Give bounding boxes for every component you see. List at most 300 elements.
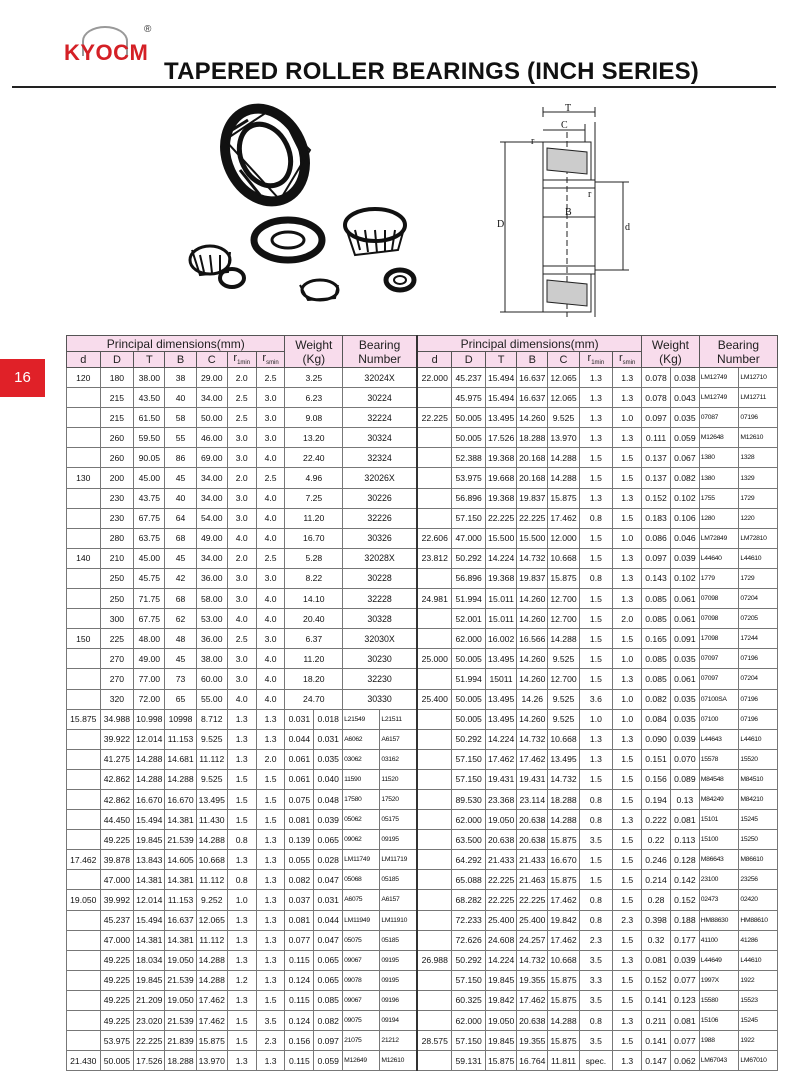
table-cell: 20.40 (285, 609, 343, 629)
table-cell: 21.539 (165, 970, 196, 990)
table-cell: 0.115 (285, 990, 314, 1010)
table-cell: 19.837 (517, 488, 548, 508)
table-cell: 53.975 (100, 1031, 134, 1051)
table-cell: 1.3 (613, 388, 642, 408)
table-cell: 0.123 (670, 990, 699, 1010)
table-cell: 250 (100, 568, 134, 588)
table-cell: 2.0 (227, 368, 256, 388)
table-cell: 200 (100, 468, 134, 488)
table-cell: 24.608 (485, 930, 516, 950)
table-cell: 13.495 (485, 709, 516, 729)
table-cell: 45 (165, 468, 196, 488)
table-cell: 0.097 (314, 1031, 343, 1051)
table-cell: 9.525 (548, 649, 579, 669)
table-row (67, 789, 778, 809)
table-cell: 250 (100, 589, 134, 609)
table-cell: 1.5 (613, 629, 642, 649)
table-cell: M84548 (699, 769, 739, 789)
table-cell: 0.085 (642, 609, 671, 629)
table-cell: 11.153 (165, 890, 196, 910)
table-cell: 1.3 (256, 1051, 285, 1071)
table-cell: 19.050 (485, 810, 516, 830)
table-cell: 2.5 (256, 368, 285, 388)
table-cell (417, 468, 452, 488)
table-cell: 1.3 (613, 428, 642, 448)
table-cell: 13.495 (485, 689, 516, 709)
table-cell (417, 930, 452, 950)
table-cell: 24.981 (417, 589, 452, 609)
table-cell: 1380 (699, 468, 739, 488)
table-cell: 0.077 (670, 970, 699, 990)
table-cell: 09195 (380, 830, 417, 850)
table-cell: 15.011 (485, 589, 516, 609)
kyocm-logo (64, 24, 160, 86)
table-cell: 07097 (699, 669, 739, 689)
table-cell: 58 (165, 408, 196, 428)
table-row (67, 448, 778, 468)
table-cell: 1.3 (579, 388, 613, 408)
table-cell: 1.5 (613, 789, 642, 809)
table-cell: 270 (100, 669, 134, 689)
table-cell: 17.462 (548, 890, 579, 910)
table-cell: 1.5 (613, 850, 642, 870)
table-cell: 1.3 (227, 850, 256, 870)
table-cell: 225 (100, 629, 134, 649)
table-cell: 9.525 (196, 729, 227, 749)
table-cell: 13.495 (485, 408, 516, 428)
table-cell: 0.031 (285, 709, 314, 729)
table-cell: 0.047 (314, 930, 343, 950)
table-cell: 26.988 (417, 950, 452, 970)
table-cell: 0.102 (670, 488, 699, 508)
table-cell: 32226 (343, 508, 417, 528)
table-cell: LM72849 (699, 528, 739, 548)
table-cell: 11.20 (285, 508, 343, 528)
table-cell: 1729 (739, 568, 778, 588)
table-cell: 0.156 (642, 769, 671, 789)
table-cell (67, 970, 101, 990)
table-cell: 9.525 (548, 709, 579, 729)
table-cell (67, 528, 101, 548)
table-cell: 51.994 (452, 589, 486, 609)
table-cell: 32324 (343, 448, 417, 468)
table-cell: L44649 (699, 950, 739, 970)
table-cell: 2.0 (613, 609, 642, 629)
table-cell: 230 (100, 488, 134, 508)
table-cell: 4.0 (256, 448, 285, 468)
table-cell: 09194 (380, 1011, 417, 1031)
table-cell: 19.355 (517, 1031, 548, 1051)
table-cell: 1.3 (227, 729, 256, 749)
table-cell: 3.0 (227, 488, 256, 508)
table-cell: 11.153 (165, 729, 196, 749)
table-cell: 1.3 (256, 890, 285, 910)
table-cell: 38 (165, 368, 196, 388)
table-row (67, 669, 778, 689)
table-cell: 39.992 (100, 890, 134, 910)
logo-text: KYOCM (64, 40, 149, 65)
table-cell (67, 689, 101, 709)
table-cell: 0.081 (285, 910, 314, 930)
table-cell: 14.288 (196, 830, 227, 850)
table-cell: 1.5 (227, 769, 256, 789)
table-cell: 18.288 (517, 428, 548, 448)
table-cell: 63.500 (452, 830, 486, 850)
table-cell: 45.75 (134, 568, 165, 588)
table-cell (417, 568, 452, 588)
r1-label-right: r (587, 352, 592, 365)
table-cell: 0.065 (314, 950, 343, 970)
table-cell: 25.400 (485, 910, 516, 930)
table-cell: 14.732 (517, 950, 548, 970)
table-cell: 4.0 (256, 488, 285, 508)
table-cell: 11520 (380, 769, 417, 789)
table-cell: 0.183 (642, 508, 671, 528)
table-cell: 3.0 (227, 669, 256, 689)
table-cell (67, 649, 101, 669)
table-cell: 0.085 (314, 990, 343, 1010)
table-cell: 32028X (343, 548, 417, 568)
table-cell: 1328 (739, 448, 778, 468)
table-cell: 4.0 (256, 669, 285, 689)
table-cell: 1.3 (613, 568, 642, 588)
table-cell: 50.292 (452, 950, 486, 970)
table-cell: 14.288 (548, 1011, 579, 1031)
table-cell: 72.00 (134, 689, 165, 709)
table-cell: 1779 (699, 568, 739, 588)
table-cell: 1997X (699, 970, 739, 990)
table-cell: 14.26 (517, 689, 548, 709)
table-cell: spec. (579, 1051, 613, 1071)
table-cell (417, 709, 452, 729)
table-cell: 60.325 (452, 990, 486, 1010)
table-cell: 14.381 (134, 870, 165, 890)
table-cell: 0.152 (670, 890, 699, 910)
table-cell: 0.044 (285, 729, 314, 749)
table-cell: 4.0 (256, 609, 285, 629)
table-cell: 14.288 (196, 970, 227, 990)
table-cell: 07087 (699, 408, 739, 428)
table-cell: 50.292 (452, 548, 486, 568)
weight-header-right (642, 336, 700, 368)
table-cell: 22.606 (417, 528, 452, 548)
table-cell: 1.3 (613, 589, 642, 609)
table-cell: L44610 (739, 950, 778, 970)
table-cell: 1.5 (613, 830, 642, 850)
table-cell: 0.151 (642, 749, 671, 769)
table-cell: 55 (165, 428, 196, 448)
table-cell: LM12749 (699, 368, 739, 388)
table-cell: 21075 (343, 1031, 380, 1051)
table-cell: A6157 (380, 890, 417, 910)
table-row (67, 870, 778, 890)
table-cell: 72.626 (452, 930, 486, 950)
table-cell: 11.112 (196, 930, 227, 950)
table-row (67, 830, 778, 850)
table-cell: 1.3 (579, 729, 613, 749)
table-cell: 3.5 (579, 830, 613, 850)
table-row (67, 528, 778, 548)
table-cell: 13.495 (548, 749, 579, 769)
table-cell: 48 (165, 629, 196, 649)
table-cell: 13.970 (196, 1051, 227, 1071)
table-cell: 3.0 (256, 388, 285, 408)
rs-label-left: r (262, 352, 267, 365)
table-cell: 19.842 (548, 910, 579, 930)
table-cell: LM12711 (739, 388, 778, 408)
table-cell: 0.8 (227, 870, 256, 890)
bearing-number-header-left (343, 336, 417, 368)
table-cell: 15.494 (485, 388, 516, 408)
table-cell (417, 448, 452, 468)
table-cell: 21.539 (165, 830, 196, 850)
table-row (67, 388, 778, 408)
table-cell: 30224 (343, 388, 417, 408)
table-cell: 61.50 (134, 408, 165, 428)
table-cell: 9.525 (548, 408, 579, 428)
table-cell: 05185 (380, 870, 417, 890)
table-cell: 0.059 (314, 1051, 343, 1071)
table-cell: 1.0 (579, 709, 613, 729)
table-cell: 17580 (343, 789, 380, 809)
table-cell: 0.082 (642, 689, 671, 709)
table-row (67, 769, 778, 789)
table-cell: 0.32 (642, 930, 671, 950)
table-cell: 21.463 (517, 870, 548, 890)
table-cell (67, 990, 101, 1010)
table-cell: 16.670 (548, 850, 579, 870)
table-cell: 7.25 (285, 488, 343, 508)
table-cell: 19.845 (134, 830, 165, 850)
table-cell: 1.5 (579, 629, 613, 649)
table-cell: 65.088 (452, 870, 486, 890)
dim-label-d: d (625, 222, 630, 233)
table-cell: 45.00 (134, 548, 165, 568)
table-cell: 07196 (739, 709, 778, 729)
table-cell: 1.5 (613, 890, 642, 910)
table-cell: 14.260 (517, 709, 548, 729)
table-cell: 09078 (343, 970, 380, 990)
table-cell: LM67043 (699, 1051, 739, 1071)
table-cell: 22.225 (485, 890, 516, 910)
table-cell: 39.878 (100, 850, 134, 870)
table-cell: 12.065 (548, 388, 579, 408)
dim-label-B: B (565, 207, 572, 218)
table-cell: 09067 (343, 950, 380, 970)
table-cell: 14.224 (485, 950, 516, 970)
table-cell: 50.005 (452, 689, 486, 709)
table-cell: 15.875 (548, 970, 579, 990)
table-cell: 64 (165, 508, 196, 528)
table-cell: 57.150 (452, 749, 486, 769)
table-cell: 0.090 (642, 729, 671, 749)
table-cell: 0.047 (314, 870, 343, 890)
table-cell (417, 769, 452, 789)
table-cell: 300 (100, 609, 134, 629)
table-cell: 09195 (380, 970, 417, 990)
table-cell: 17.526 (485, 428, 516, 448)
table-cell: 0.141 (642, 1031, 671, 1051)
table-cell: 11.20 (285, 649, 343, 669)
table-row (67, 890, 778, 910)
table-cell: 1922 (739, 970, 778, 990)
table-cell: 45.237 (452, 368, 486, 388)
table-cell: 1.5 (579, 870, 613, 890)
table-cell: 17.462 (548, 508, 579, 528)
table-cell: 1.5 (613, 990, 642, 1010)
table-cell: M86610 (739, 850, 778, 870)
table-cell: 0.111 (642, 428, 671, 448)
table-cell: 12.014 (134, 729, 165, 749)
table-cell: 2.5 (227, 388, 256, 408)
table-cell: 0.028 (314, 850, 343, 870)
table-cell: 49.00 (134, 649, 165, 669)
table-row (67, 428, 778, 448)
table-cell: 0.037 (285, 890, 314, 910)
table-cell: 0.043 (670, 388, 699, 408)
table-cell: 1.5 (579, 548, 613, 568)
table-cell: 16.70 (285, 528, 343, 548)
table-row (67, 1011, 778, 1031)
table-cell: 0.070 (670, 749, 699, 769)
table-cell: 50.005 (452, 649, 486, 669)
table-cell: 0.044 (314, 910, 343, 930)
table-cell: 68 (165, 528, 196, 548)
table-cell: 0.089 (670, 769, 699, 789)
table-cell: 4.0 (227, 528, 256, 548)
table-cell: 43.50 (134, 388, 165, 408)
table-cell: 10.668 (548, 729, 579, 749)
table-cell: 15.875 (548, 568, 579, 588)
table-cell: 0.137 (642, 468, 671, 488)
table-cell: 1.3 (579, 428, 613, 448)
table-cell: 140 (67, 548, 101, 568)
table-cell: 1.5 (613, 769, 642, 789)
rs-sub-right: smin (622, 360, 636, 367)
table-cell: 1.3 (613, 1051, 642, 1071)
table-cell: 1.5 (227, 1031, 256, 1051)
table-cell: 36.00 (196, 629, 227, 649)
table-row (67, 749, 778, 769)
table-cell: 15.875 (548, 830, 579, 850)
table-cell: 0.086 (642, 528, 671, 548)
table-cell: 0.077 (285, 930, 314, 950)
table-cell: 62.000 (452, 629, 486, 649)
table-cell: L44643 (699, 729, 739, 749)
table-cell: 3.0 (227, 428, 256, 448)
table-cell: 2.5 (256, 468, 285, 488)
table-cell: 16.764 (517, 1051, 548, 1071)
table-cell (67, 810, 101, 830)
table-cell: 2.0 (227, 468, 256, 488)
table-cell: 57.150 (452, 1031, 486, 1051)
table-cell: 68 (165, 589, 196, 609)
table-cell: 1.3 (256, 910, 285, 930)
table-cell: 07204 (739, 589, 778, 609)
table-cell: 260 (100, 448, 134, 468)
table-cell: 18.034 (134, 950, 165, 970)
table-cell: 67.75 (134, 609, 165, 629)
table-row (67, 970, 778, 990)
table-cell (67, 930, 101, 950)
table-cell (67, 428, 101, 448)
table-cell: 1.5 (227, 810, 256, 830)
table-cell: 45.237 (100, 910, 134, 930)
table-cell: 0.143 (642, 568, 671, 588)
table-body (67, 368, 778, 1071)
table-cell (417, 910, 452, 930)
table-row (67, 629, 778, 649)
table-cell: 1.5 (579, 589, 613, 609)
table-cell: 14.288 (548, 629, 579, 649)
table-cell: 8.22 (285, 568, 343, 588)
header-divider (12, 86, 776, 88)
table-cell: 15.875 (196, 1031, 227, 1051)
table-cell: 42.862 (100, 769, 134, 789)
table-cell: 120 (67, 368, 101, 388)
table-cell: 260 (100, 428, 134, 448)
table-row (67, 468, 778, 488)
table-cell: 09195 (380, 950, 417, 970)
table-cell: 07097 (699, 649, 739, 669)
table-cell: 30330 (343, 689, 417, 709)
table-cell: 1.5 (256, 990, 285, 1010)
table-cell: 0.13 (670, 789, 699, 809)
weight-unit-left: (Kg) (302, 351, 326, 366)
table-cell: 49.00 (196, 528, 227, 548)
table-cell: 07204 (739, 669, 778, 689)
table-cell: 47.000 (452, 528, 486, 548)
table-cell: M12610 (380, 1051, 417, 1071)
table-cell: 0.059 (670, 428, 699, 448)
table-cell: 19.845 (485, 970, 516, 990)
table-cell: 1.0 (227, 890, 256, 910)
table-row (67, 689, 778, 709)
table-cell: 14.288 (165, 769, 196, 789)
table-cell: 47.000 (100, 930, 134, 950)
table-cell: 21.433 (485, 850, 516, 870)
table-cell: 10.668 (548, 548, 579, 568)
table-cell: 34.00 (196, 388, 227, 408)
table-cell: 05175 (380, 810, 417, 830)
table-cell: 22.225 (134, 1031, 165, 1051)
table-cell: 2.5 (227, 629, 256, 649)
table-cell: 1.5 (613, 508, 642, 528)
table-cell: 0.128 (670, 850, 699, 870)
table-cell: 15.875 (548, 488, 579, 508)
table-cell: M84210 (739, 789, 778, 809)
table-cell: 1.3 (256, 709, 285, 729)
table-cell: 30324 (343, 428, 417, 448)
table-cell: 1.5 (256, 769, 285, 789)
table-cell (417, 850, 452, 870)
table-cell: 3.0 (227, 448, 256, 468)
table-cell: 13.970 (548, 428, 579, 448)
table-cell: 8.712 (196, 709, 227, 729)
table-cell: 3.0 (256, 428, 285, 448)
table-cell: 20.168 (517, 468, 548, 488)
dim-label-C: C (561, 120, 568, 131)
table-cell: 1.2 (227, 970, 256, 990)
table-cell: 1.3 (227, 930, 256, 950)
table-cell: 16.670 (165, 789, 196, 809)
table-cell: 62.000 (452, 1011, 486, 1031)
table-cell: 0.067 (670, 448, 699, 468)
table-cell: 41.275 (100, 749, 134, 769)
table-cell: 03062 (343, 749, 380, 769)
table-cell: 15106 (699, 1011, 739, 1031)
table-cell: 0.085 (642, 669, 671, 689)
